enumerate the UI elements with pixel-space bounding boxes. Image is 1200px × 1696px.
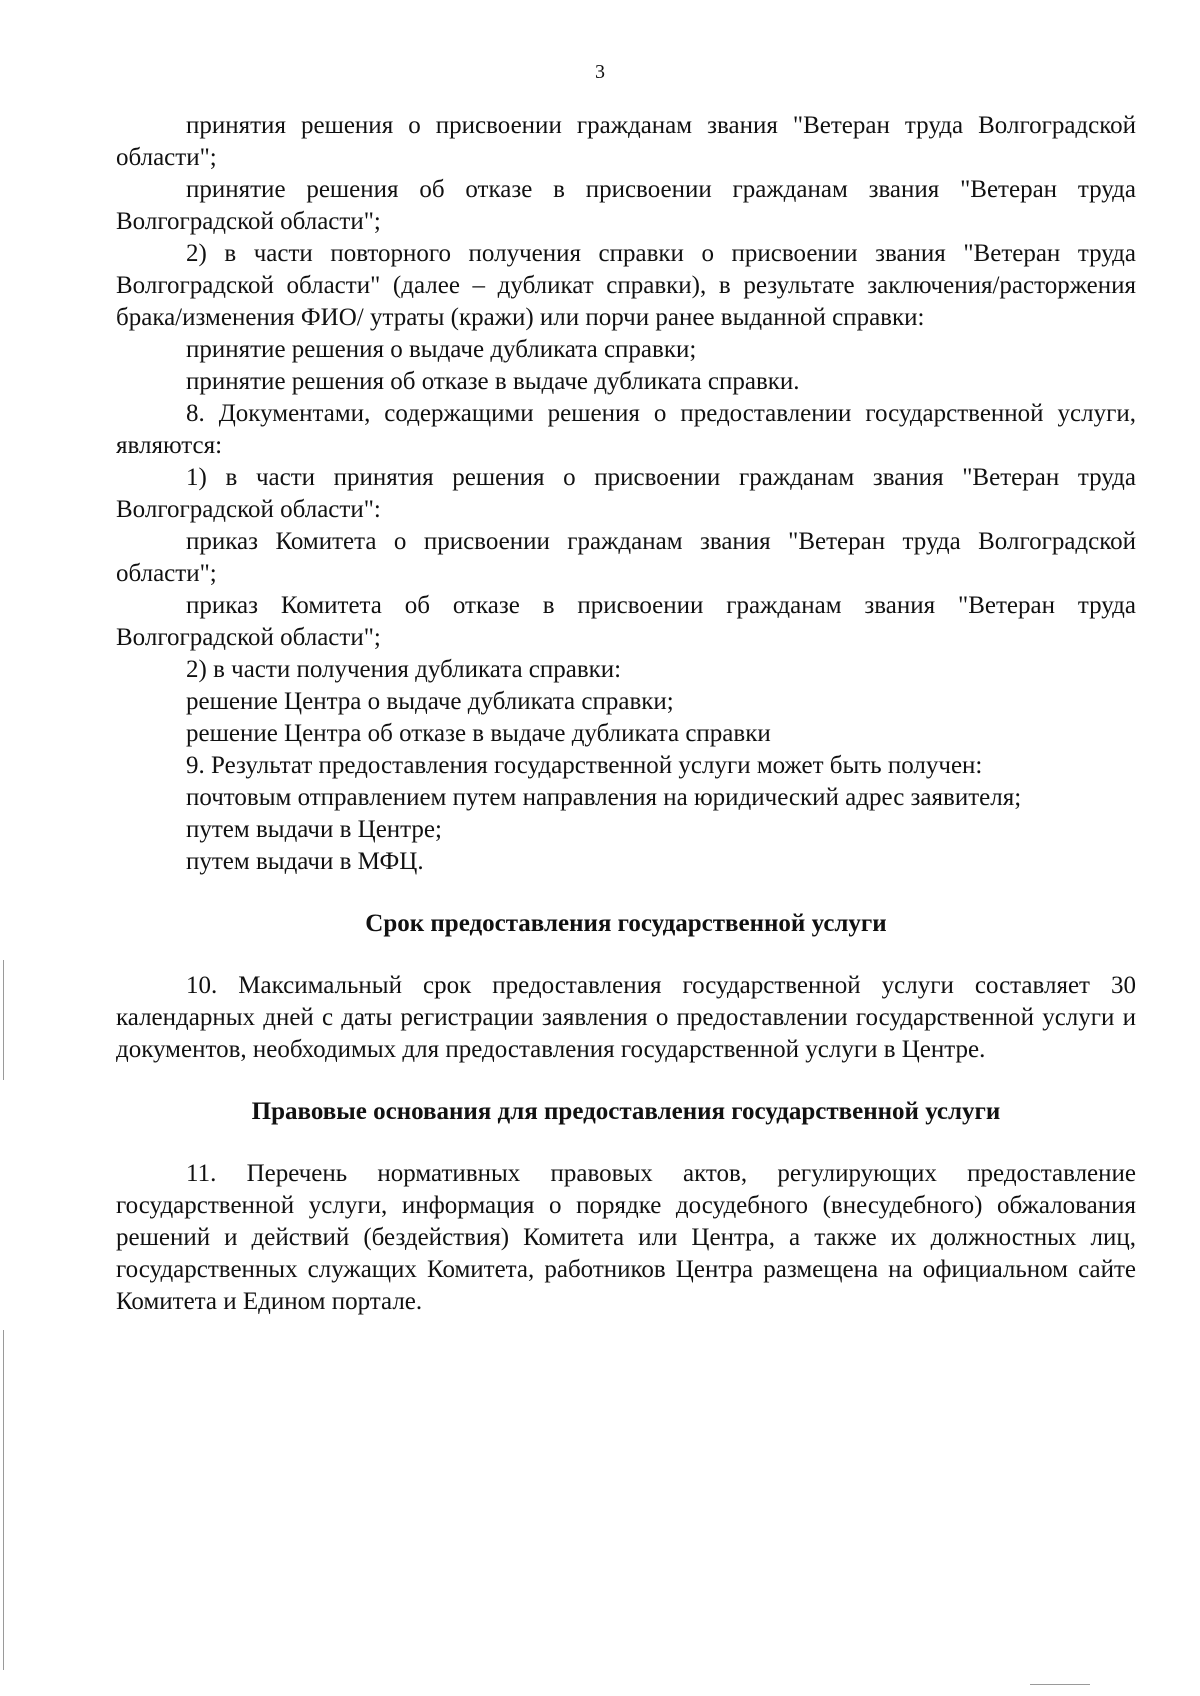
paragraph: почтовым отправлением путем направления на юридический адрес заявителя; [186,784,1022,811]
paragraph: 2) в части повторного получения справки о присвоении звания "Ветеран труда Волгоградской области" (далее – дубликат справки), в результате заключения/расторжения брака/изменения ФИО/ утраты (кражи) или порчи ранее выданной справки: [116,240,1136,331]
paragraph: принятие решения о выдаче дубликата справки; [186,336,697,363]
paragraph: приказ Комитета о присвоении гражданам звания "Ветеран труда Волгоградской области"; [116,528,1136,587]
paragraph: принятие решения об отказе в выдаче дубликата справки. [186,368,800,395]
paragraph: 11. Перечень нормативных правовых актов, регулирующих предоставление государственной услуги, информация о порядке досудебного (внесудебного) обжалования решений и действий (бездействия) Комитета или Центра, а также их должностных лиц, государственных служащих Комитета, работников Центра размещена на официальном сайте Комитета и Едином портале. [116,1160,1136,1315]
paragraph: решение Центра о выдаче дубликата справки; [186,688,674,715]
paragraph: путем выдачи в МФЦ. [186,848,424,875]
paragraph: решение Центра об отказе в выдаче дубликата справки [186,720,771,747]
paragraph: 2) в части получения дубликата справки: [186,656,622,683]
paragraph: путем выдачи в Центре; [186,816,442,843]
paragraph: принятие решения об отказе в присвоении гражданам звания "Ветеран труда Волгоградской области"; [116,176,1136,235]
paragraph: приказ Комитета об отказе в присвоении гражданам звания "Ветеран труда Волгоградской области"; [116,592,1136,651]
document-body [116,110,1136,1318]
paragraph: 9. Результат предоставления государственной услуги может быть получен: [186,752,983,779]
scan-edge-mark [3,1330,4,1670]
paragraph: принятия решения о присвоении гражданам звания "Ветеран труда Волгоградской области"; [116,112,1136,171]
scan-edge-mark [1030,1684,1090,1685]
scan-edge-mark [3,960,4,1080]
paragraph: 8. Документами, содержащими решения о предоставлении государственной услуги, являются: [116,400,1136,459]
paragraph: 1) в части принятия решения о присвоении гражданам звания "Ветеран труда Волгоградской области": [116,464,1136,523]
section-heading-legal: Правовые основания для предоставления государственной услуги [251,1098,1001,1125]
section-heading-term: Срок предоставления государственной услуги [365,910,887,937]
page-number: 3 [595,61,605,83]
paragraph: 10. Максимальный срок предоставления государственной услуги составляет 30 календарных дней с даты регистрации заявления о предоставлении государственной услуги и документов, необходимых для предоставления государственной услуги в Центре. [116,972,1136,1063]
